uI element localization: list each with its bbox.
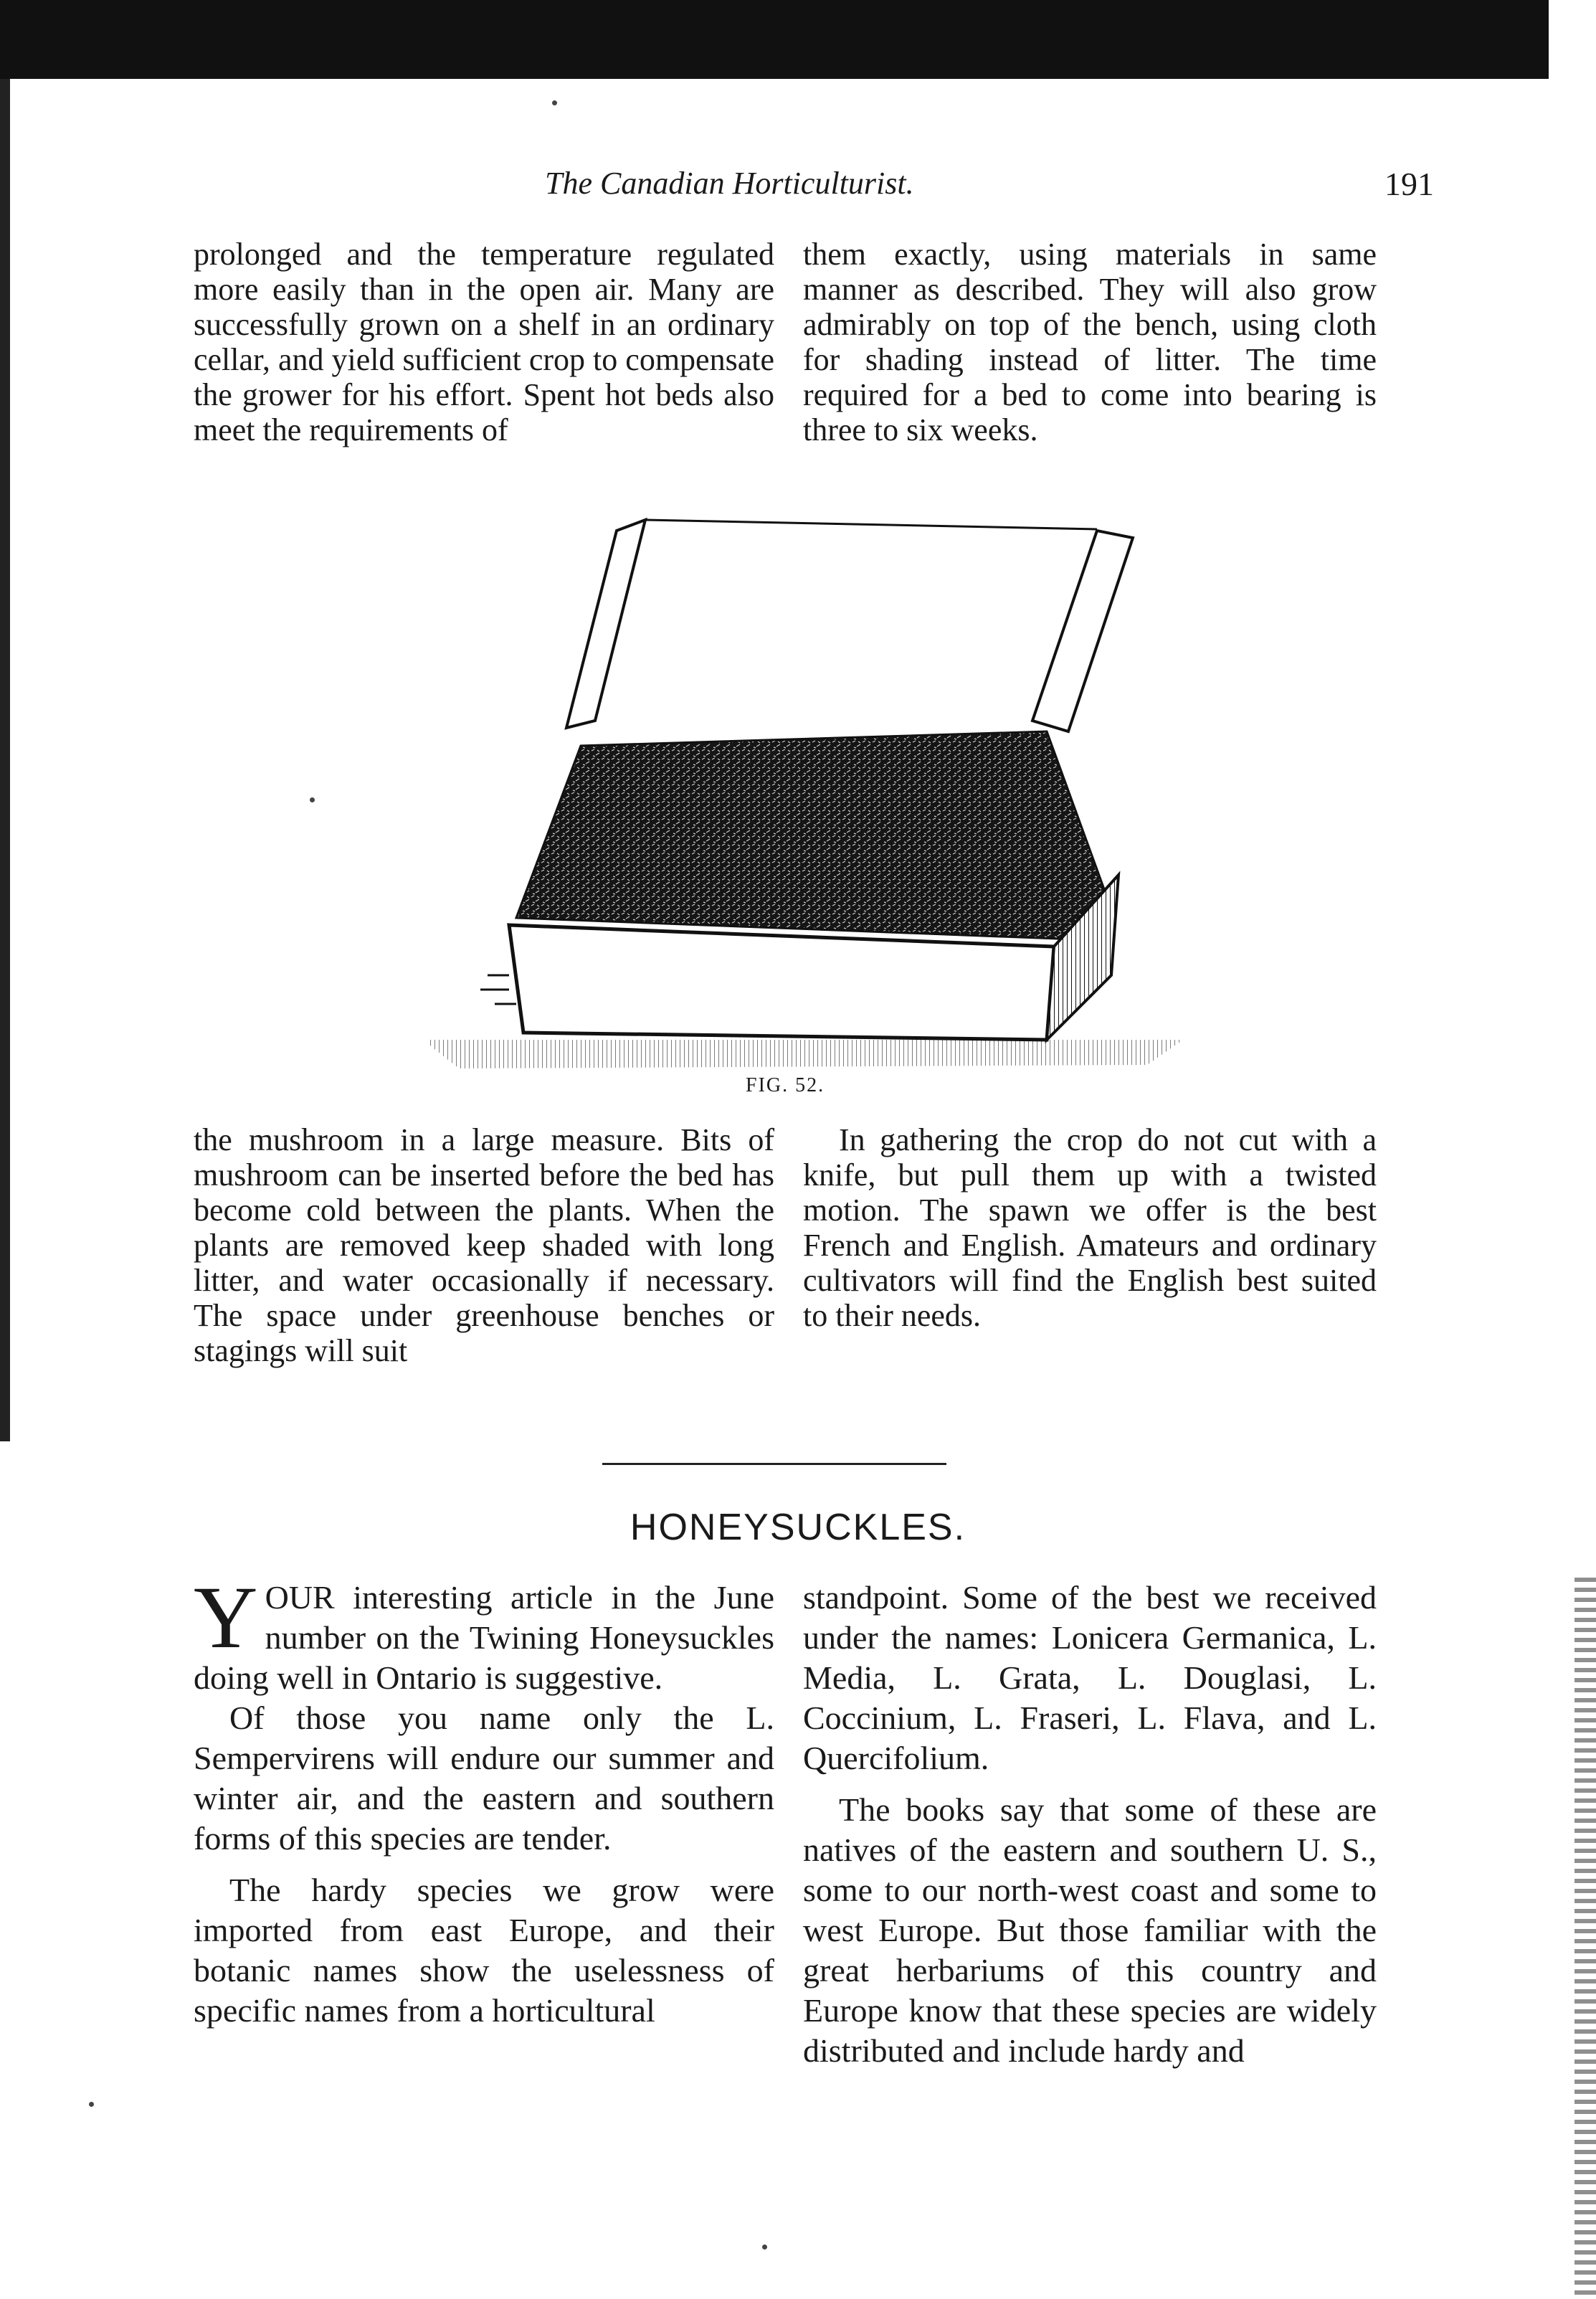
- honeysuckles-left-column: [194, 1568, 774, 2031]
- paragraph: standpoint. Some of the best we received under the names: Lonicera Germanica, L. Media, L. Grata, L. Douglasi, L. Coccinium, L. Fraseri, L. Flava, and L. Quercifolium.: [803, 1579, 1377, 1776]
- paragraph: [194, 1568, 774, 1698]
- paragraph: Of those you name only the L. Sempervirens will endure our summer and winter air, and the eastern and southern forms of this species are tender.: [194, 1700, 774, 1857]
- scan-border-top: [0, 0, 1549, 79]
- running-head: [502, 165, 1434, 215]
- scan-border-left: [0, 79, 10, 1441]
- paragraph-text: OUR interesting article in the June number on the Twining Honeysuckles doing well in Ontario is suggestive.: [194, 1579, 774, 1696]
- scan-speck: [552, 100, 557, 105]
- paragraph: the mushroom in a large measure. Bits of mushroom can be inserted before the bed has become cold between the plants. When the plants are removed keep shaded with long litter, and water occasionally if necessary. The space under greenhouse benches or stagings will suit: [194, 1122, 774, 1368]
- scan-speck: [762, 2245, 767, 2250]
- paragraph: The books say that some of these are natives of the eastern and southern U. S., some to our north-west coast and some to west Europe. But those familiar with the great herbariums of this country and Europe know that these species are widely distributed and include hardy and: [803, 1791, 1377, 2069]
- paragraph: prolonged and the temperature regulated more easily than in the open air. Many are successfully grown on a shelf in an ordinary cellar, and yield sufficient crop to compensate the grower for his effort. Spent hot beds also meet the requirements of: [194, 237, 774, 447]
- top-left-column: [194, 237, 774, 447]
- section-heading: HONEYSUCKLES.: [630, 1507, 966, 1548]
- paragraph: them exactly, using materials in same manner as described. They will also grow admirably on top of the bench, using cloth for shading instead of litter. The time required for a bed to come into bearing is three to six weeks.: [803, 237, 1377, 447]
- paragraph: The hardy species we grow were imported from east Europe, and their botanic names show the uselessness of specific names from a horticultural: [194, 1872, 774, 2029]
- honeysuckles-right-column: [803, 1578, 1377, 2071]
- scan-speck: [310, 797, 315, 802]
- middle-left-column: [194, 1122, 774, 1368]
- journal-title: The Canadian Horticulturist.: [545, 166, 914, 201]
- scan-speck: [89, 2102, 94, 2107]
- mushroom-box-illustration: [430, 516, 1183, 1076]
- top-right-column: [803, 237, 1377, 447]
- middle-right-column: [803, 1122, 1377, 1333]
- drop-cap: Y: [194, 1568, 258, 1667]
- paragraph: In gathering the crop do not cut with a knife, but pull them up with a twisted motion. The spawn we offer is the best French and English. Amateurs and ordinary cultivators will find the English best suited to their needs.: [803, 1122, 1377, 1333]
- section-rule: [602, 1463, 946, 1465]
- scan-edge-right: [1574, 1578, 1596, 2295]
- figure-caption: FIG. 52.: [746, 1074, 825, 1096]
- page-number: 191: [1384, 166, 1434, 202]
